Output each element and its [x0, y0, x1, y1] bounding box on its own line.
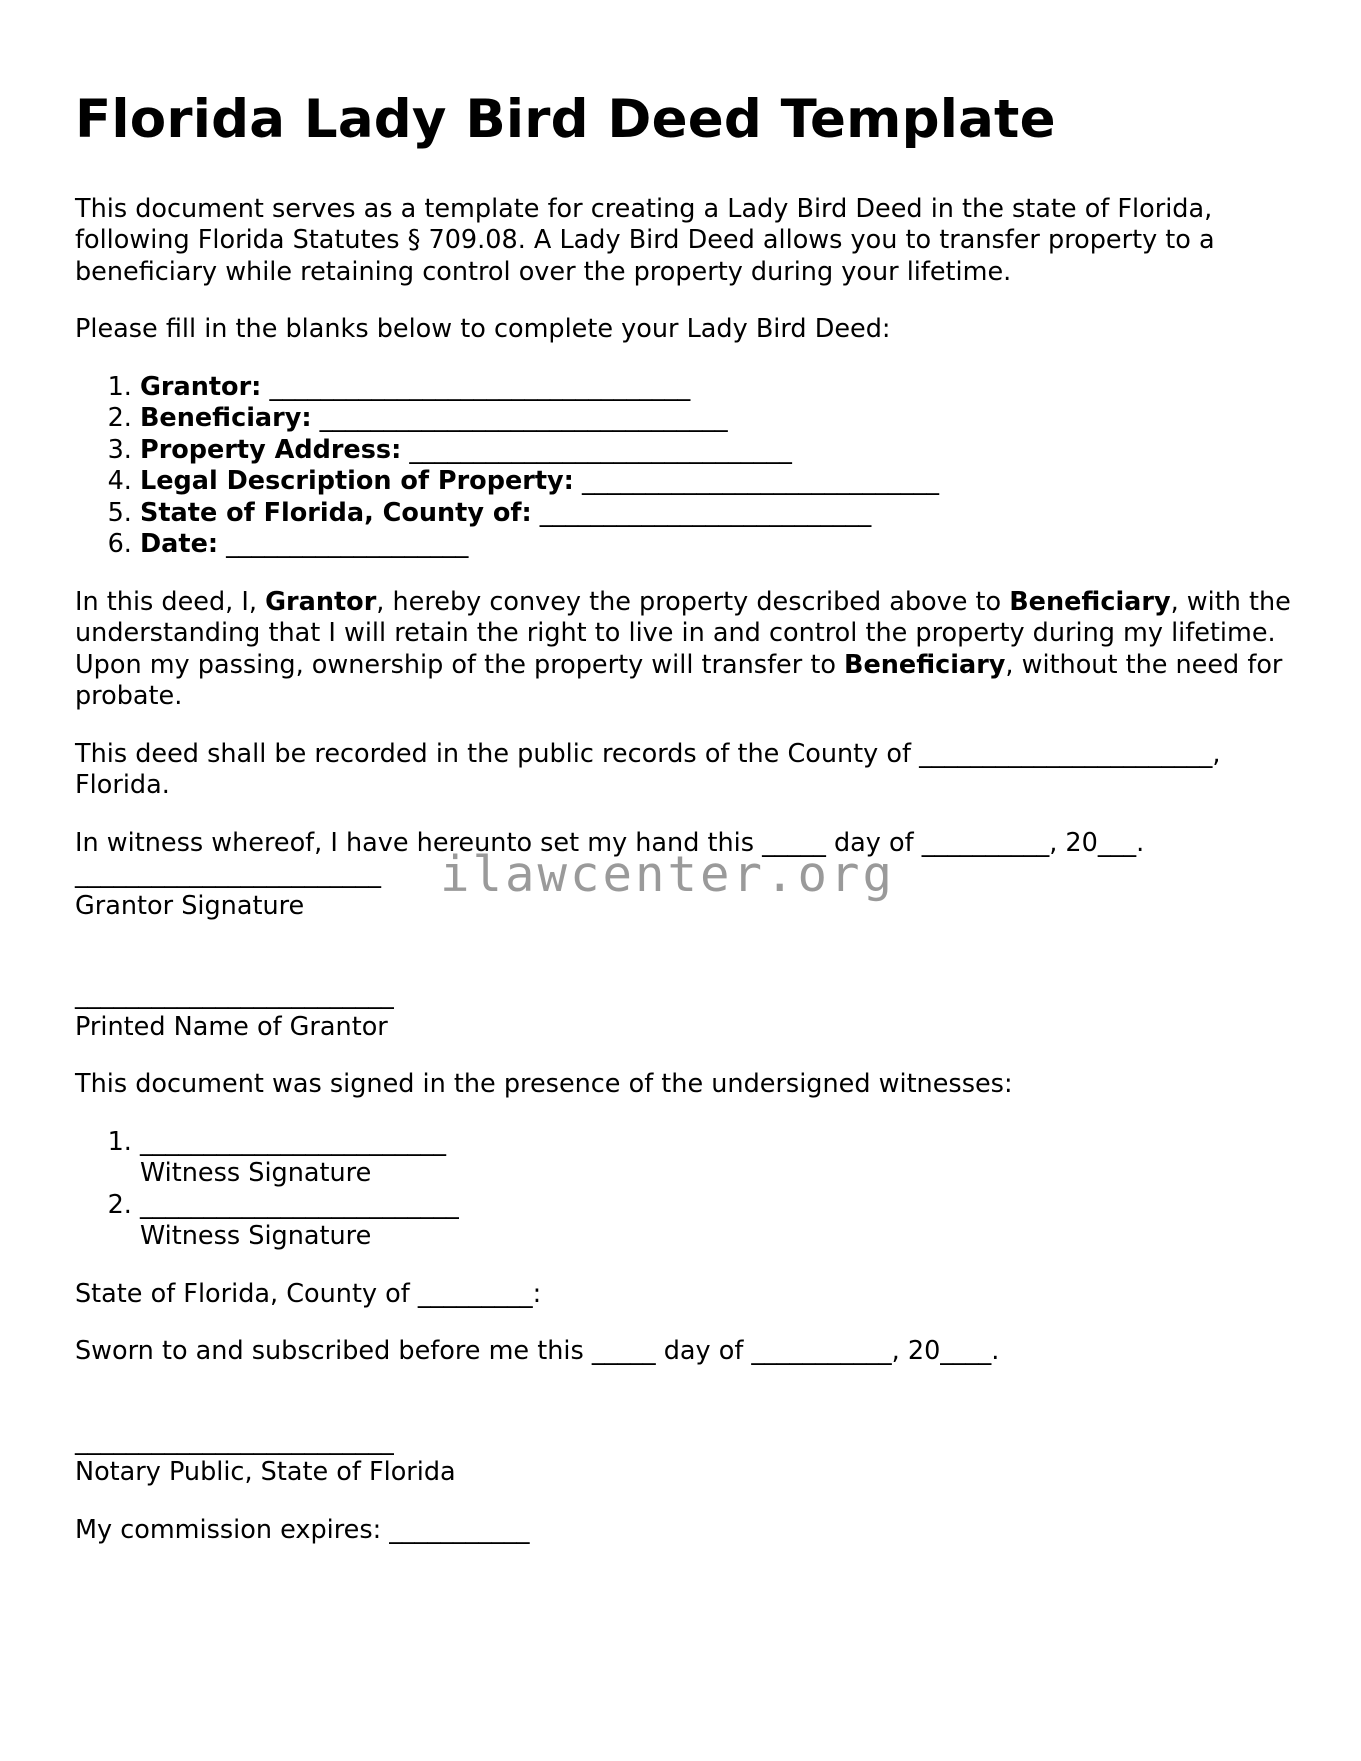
- conveyance-text: , hereby convey the property described above to: [376, 586, 1010, 617]
- page-title: Florida Lady Bird Deed Template: [75, 89, 1056, 150]
- recording-paragraph: This deed shall be recorded in the public records of the County of _______________________, Florida.: [75, 738, 1221, 801]
- commission-expiry: My commission expires: ___________: [75, 1514, 530, 1545]
- field-blank: ______________________________: [401, 434, 792, 465]
- printed-name-line[interactable]: _________________________: [75, 980, 394, 1011]
- deed-document: [75, 88, 1295, 1572]
- printed-name-label: Printed Name of Grantor: [75, 1011, 388, 1042]
- grantor-term: Grantor: [265, 586, 377, 617]
- notary-label: Notary Public, State of Florida: [75, 1457, 456, 1488]
- field-blank: __________________________: [531, 497, 872, 528]
- witness-signature-label: Witness Signature: [140, 1221, 372, 1252]
- conveyance-paragraph: [75, 587, 1295, 713]
- field-blank: ________________________________: [311, 403, 728, 434]
- field-legal-description[interactable]: [140, 466, 1295, 498]
- conveyance-text: In this deed, I,: [75, 586, 266, 617]
- witness-item: [140, 1127, 1295, 1190]
- grantor-signature-label: Grantor Signature: [75, 890, 305, 921]
- witness-signature-line[interactable]: 1. ________________________: [140, 1126, 446, 1157]
- notary-signature-line[interactable]: _________________________: [75, 1425, 394, 1456]
- field-blank: ____________________________: [573, 466, 939, 497]
- intro-paragraph: This document serves as a template for creating a Lady Bird Deed in the state of Florida, following Florida Statutes § 709.08. A Lady Bird Deed allows you to transfer property to a beneficiary while retaining control over the property during your lifetime.: [75, 193, 1215, 287]
- witness-list: [75, 1127, 1295, 1253]
- field-property-address[interactable]: [140, 435, 1295, 467]
- field-label: Beneficiary:: [140, 403, 312, 434]
- witness-signature-line[interactable]: 2. _________________________: [140, 1189, 459, 1220]
- fill-in-field-list: [75, 372, 1295, 561]
- conveyance-text: , with the understanding that I will retain the right to live in and control the property during my lifetime. Upon my passing, ownership of the property will transfer to: [75, 586, 1291, 680]
- beneficiary-term: Beneficiary: [1009, 586, 1171, 617]
- witness-intro: This document was signed in the presence of the undersigned witnesses:: [75, 1069, 1013, 1100]
- instruction-paragraph: Please fill in the blanks below to complete your Lady Bird Deed:: [75, 314, 891, 345]
- conveyance-text: , without the need for probate.: [75, 649, 1283, 712]
- witness-signature-label: Witness Signature: [140, 1158, 372, 1189]
- field-label: Date:: [140, 529, 219, 560]
- witness-item: [140, 1190, 1295, 1253]
- notary-block: [75, 1426, 1295, 1489]
- field-blank: _________________________________: [261, 371, 691, 402]
- sworn-statement: Sworn to and subscribed before me this _____ day of ___________, 20____.: [75, 1336, 1000, 1367]
- notary-county: State of Florida, County of _________:: [75, 1278, 542, 1309]
- field-date[interactable]: [140, 529, 1295, 561]
- field-label: Legal Description of Property:: [140, 466, 574, 497]
- witness-whereof-text: In witness whereof, I have hereunto set my hand this _____ day of __________, 20___.: [75, 827, 1145, 858]
- field-grantor[interactable]: [140, 372, 1295, 404]
- field-label: State of Florida, County of:: [140, 497, 532, 528]
- field-label: Property Address:: [140, 434, 402, 465]
- beneficiary-term: Beneficiary: [844, 649, 1006, 680]
- field-beneficiary[interactable]: [140, 403, 1295, 435]
- grantor-signature-block: [75, 828, 1295, 1044]
- field-county[interactable]: [140, 498, 1295, 530]
- grantor-signature-line[interactable]: ________________________: [75, 859, 381, 890]
- watermark-text: ilawcenter.org: [440, 846, 896, 903]
- field-blank: ___________________: [218, 529, 469, 560]
- field-label: Grantor:: [140, 371, 262, 402]
